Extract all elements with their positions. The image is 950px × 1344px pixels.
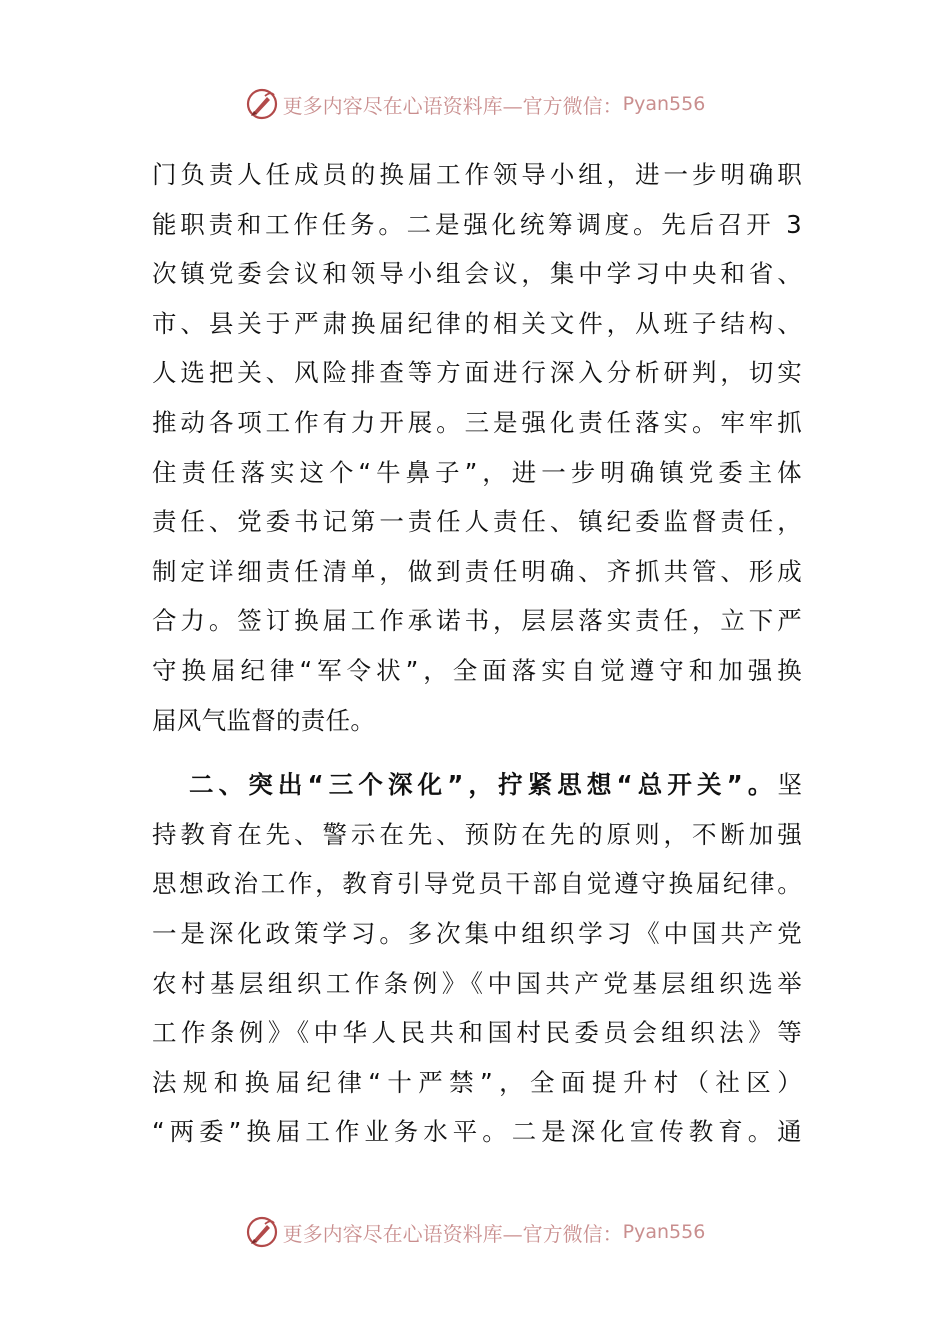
header-watermark [0,84,950,124]
watermark-account: Pyan556 [622,93,706,115]
text-line: 一是深化政策学习。多次集中组织学习《中国共产党 [152,918,802,948]
text-line: 能职责和工作任务。二是强化统筹调度。先后召开 3 [152,209,802,239]
text-line: 责任、党委书记第一责任人责任、镇纪委监督责任， [152,507,802,537]
text-line: 次镇党委会议和领导小组会议，集中学习中央和省、 [152,259,802,289]
text-line: 合力。签订换届工作承诺书，层层落实责任，立下严 [152,606,802,636]
footer-watermark [0,1212,950,1252]
text-line: 人选把关、风险排查等方面进行深入分析研判，切实 [152,358,802,388]
text-line-tail: 坚 [777,770,802,800]
text-line: “两委”换届工作业务水平。二是深化宣传教育。通 [152,1117,802,1147]
paragraph [152,760,802,1157]
section-heading: 二、突出“三个深化”，拧紧思想“总开关”。 [189,770,778,800]
document-body [152,150,802,1157]
text-line: 守换届纪律“军令状”，全面落实自觉遵守和加强换 [152,655,802,685]
section-heading-line [152,760,802,810]
text-line: 工作条例》《中华人民共和国村民委员会组织法》等 [152,1018,802,1048]
text-line: 农村基层组织工作条例》《中国共产党基层组织选举 [152,968,802,998]
text-line: 思想政治工作，教育引导党员干部自觉遵守换届纪律。 [152,869,802,899]
text-line: 持教育在先、警示在先、预防在先的原则，不断加强 [152,819,802,849]
watermark-text: 更多内容尽在心语资料库—官方微信： [282,1221,623,1246]
watermark-account: Pyan556 [622,1221,706,1243]
text-line: 制定详细责任清单，做到责任明确、齐抓共管、形成 [152,556,802,586]
pen-logo-icon [245,87,279,121]
watermark-text: 更多内容尽在心语资料库—官方微信： [282,93,623,118]
text-line: 门负责人任成员的换届工作领导小组，进一步明确职 [152,160,802,189]
text-line: 住责任落实这个“牛鼻子”，进一步明确镇党委主体 [152,457,802,487]
text-line: 届风气监督的责任。 [152,705,376,735]
text-line: 市、县关于严肃换届纪律的相关文件，从班子结构、 [152,308,802,338]
pen-logo-icon [245,1215,279,1249]
paragraph [152,150,802,745]
text-line: 法规和换届纪律“十严禁”，全面提升村（社区） [152,1067,802,1097]
text-line: 推动各项工作有力开展。三是强化责任落实。牢牢抓 [152,407,802,437]
